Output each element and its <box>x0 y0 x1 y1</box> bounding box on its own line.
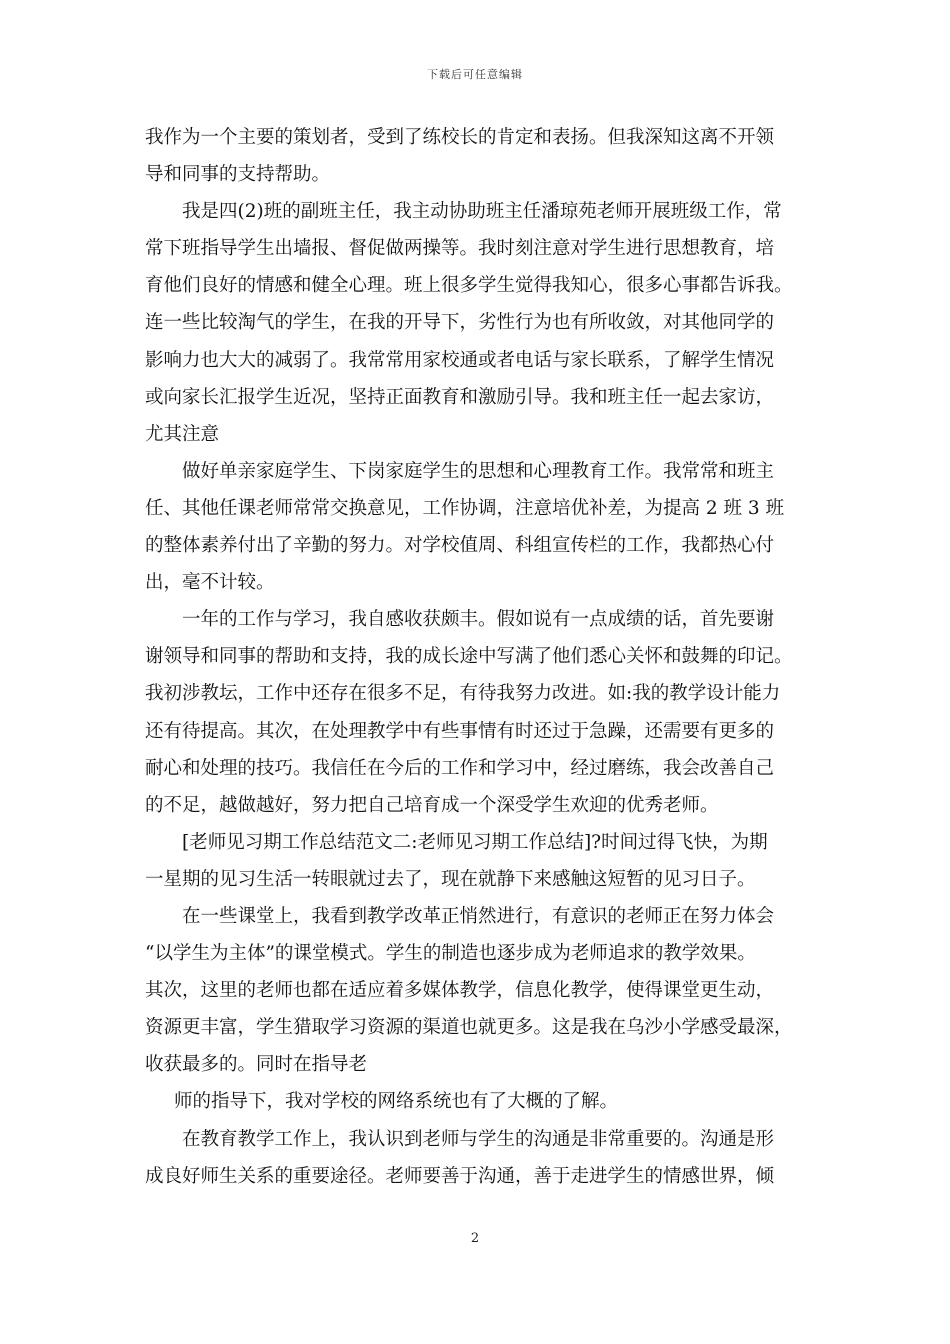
text-line: 尤其注意 <box>145 423 220 445</box>
paragraph-first-line: 做好单亲家庭学生、下岗家庭学生的思想和心理教育工作。我常常和班主 <box>182 460 775 482</box>
text-line: 出，毫不计较。 <box>145 572 275 594</box>
paragraph-first-line: 师的指导下，我对学校的网络系统也有了大概的了解。 <box>174 1091 619 1113</box>
paragraph-first-line: 在一些课堂上，我看到教学改革正悄然进行，有意识的老师正在努力体会 <box>182 905 775 927</box>
text-line: 资源更丰富，学生猎取学习资源的渠道也就更多。这是我在乌沙小学感受最深， <box>145 1017 793 1039</box>
text-line: 还有待提高。其次，在处理教学中有些事情有时还过于急躁，还需要有更多的 <box>145 720 775 742</box>
paragraph-first-line: 我是四(2)班的副班主任，我主动协助班主任潘琼苑老师开展班级工作，常 <box>182 201 782 223</box>
text-line: 其次，这里的老师也都在适应着多媒体教学，信息化教学，使得课堂更生动， <box>145 980 775 1002</box>
page-number: 2 <box>470 1231 480 1246</box>
text-line: 收获最多的。同时在指导老 <box>145 1054 368 1076</box>
text-line: 或向家长汇报学生近况，坚持正面教育和激励引导。我和班主任一起去家访， <box>145 386 775 408</box>
text-line: 影响力也大大的减弱了。我常常用家校通或者电话与家长联系，了解学生情况 <box>145 349 775 371</box>
document-body <box>145 119 813 1195</box>
text-line: 育他们良好的情感和健全心理。班上很多学生觉得我知心，很多心事都告诉我。 <box>145 275 793 297</box>
text-line: 成良好师生关系的重要途径。老师要善于沟通，善于走进学生的情感世界，倾 <box>145 1165 775 1187</box>
text-line: 导和同事的支持帮助。 <box>145 164 331 186</box>
text-line: 耐心和处理的技巧。我信任在今后的工作和学习中，经过磨练，我会改善自己 <box>145 757 775 779</box>
paragraph-first-line: 在教育教学工作上，我认识到老师与学生的沟通是非常重要的。沟通是形 <box>182 1128 775 1150</box>
text-line: 连一些比较淘气的学生，在我的开导下，劣性行为也有所收敛，对其他同学的 <box>145 312 775 334</box>
text-line: “以学生为主体”的课堂模式。学生的制造也逐步成为老师追求的教学效果。 <box>145 943 756 965</box>
text-line: 常下班指导学生出墙报、督促做两操等。我时刻注意对学生进行思想教育，培 <box>145 238 775 260</box>
text-line: 我初涉教坛，工作中还存在很多不足，有待我努力改进。如:我的教学设计能力 <box>145 683 781 705</box>
paragraph-first-line: 一年的工作与学习，我自感收获颇丰。假如说有一点成绩的话，首先要谢 <box>182 609 775 631</box>
text-line: 任、其他任课老师常常交换意见，工作协调，注意培优补差，为提高 2 班 3 班 <box>145 497 785 519</box>
text-line: 一星期的见习生活一转眼就过去了，现在就静下来感触这短暂的见习日子。 <box>145 868 756 890</box>
page-header: 下载后可任意编辑 <box>427 68 523 81</box>
paragraph-first-line: [老师见习期工作总结范文二:老师见习期工作总结]?时间过得飞快，为期 <box>182 831 768 853</box>
text-line: 的不足，越做越好，努力把自己培育成一个深受学生欢迎的优秀老师。 <box>145 794 719 816</box>
text-line: 我作为一个主要的策划者，受到了练校长的肯定和表扬。但我深知这离不开领 <box>145 127 775 148</box>
text-line: 谢领导和同事的帮助和支持，我的成长途中写满了他们悉心关怀和鼓舞的印记。 <box>145 646 793 668</box>
text-line: 的整体素养付出了辛勤的努力。对学校值周、科组宣传栏的工作，我都热心付 <box>145 535 775 557</box>
